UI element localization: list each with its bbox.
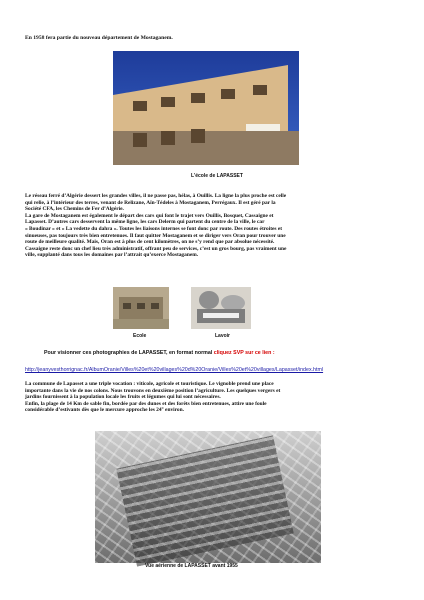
paragraph-line: La commune de Lapasset a une triple vocation : viticole, agricole et touristique. Le vignoble prend une place bbox=[25, 381, 274, 387]
paragraph-line: Le réseau ferré d’Algérie dessert les grandes villes, il ne passe pas, hélas, à Ouillis. La ligne la plus proche est celle bbox=[25, 193, 287, 199]
paragraph-line: Société CFA, les Chemins de Fer d’Algérie. bbox=[25, 206, 124, 213]
hd-notice bbox=[44, 350, 275, 356]
school-photo-caption: L'école de LAPASSET bbox=[191, 173, 243, 179]
paragraph-line: importante dans la vie de nos colons. Nous trouvons en deuxième position l’agriculture. Les quelques vergers et bbox=[25, 387, 281, 394]
ecole-photo bbox=[113, 287, 169, 329]
hd-notice-cta: cliquez SVP sur ce lien : bbox=[213, 350, 275, 356]
aerial-photo bbox=[95, 431, 321, 563]
album-link[interactable]: http://jeanyvesthorrignac.fr/AlbumOranie/Villes%20et%20villages%20d%20Oranie/Villes%20et%20villages/Lapasset/index.html bbox=[25, 367, 324, 373]
hd-notice-text: Pour visionner ces photographies de LAPASSET, en format normal bbox=[44, 350, 213, 356]
paragraph-line: considérable d’estivants dès que le mercure approche les 24° environ. bbox=[25, 407, 184, 414]
intro-text: En 1958 fera partie du nouveau département de Mostaganem. bbox=[25, 35, 173, 41]
paragraph-line: ville, supplanté dans tous les domaines par l’attrait qu’exerce Mostaganem. bbox=[25, 252, 199, 259]
paragraph-line: jardins fournissent à la population locale les fruits et légumes qui lui sont nécessaires. bbox=[25, 394, 221, 401]
aerial-photo-caption: Vue aérienne de LAPASSET avant 1955 bbox=[145, 563, 238, 569]
school-photo bbox=[113, 51, 299, 165]
paragraph-vocation bbox=[25, 381, 403, 414]
lavoir-photo bbox=[191, 287, 251, 329]
paragraph-line: La gare de Mostaganem est également le départ des cars qui font le trajet vers Ouillis, Bosquet, Cassaigne et bbox=[25, 212, 274, 219]
paragraph-line: Enfin, la plage de 14 Km de sable fin, bordée par des dunes et des forêts bien entretenues, attire une foule bbox=[25, 400, 267, 407]
paragraph-line: route de meilleure qualité. Mais, Oran est à plus de cent kilomètres, on ne s’y rend que par absolue nécessité. bbox=[25, 239, 275, 246]
paragraph-line: Lapasset. D’autres cars desservent la même ligne, les cars Delerm qui partent du centre de la ville, le car bbox=[25, 219, 265, 226]
paragraph-transport bbox=[25, 193, 403, 259]
ecole-caption: Ecole bbox=[133, 333, 147, 339]
paragraph-line: sinueuses, pas toujours très bien entretenues. Il faut quitter Mostaganem et se diriger vers Oran pour trouver une bbox=[25, 232, 286, 239]
paragraph-line: qui relie, à l’intérieur des terres, venant de Relizane, Aïn-Tédeles à Mostaganem, Perrégaux. Il est géré par la bbox=[25, 199, 276, 206]
lavoir-caption: Lavoir bbox=[215, 333, 231, 339]
paragraph-line: « Boudinar » et « La vedette du dahra ». Toutes les liaisons internes se font donc par route. Des routes étroites et bbox=[25, 225, 283, 232]
paragraph-line: Cassaigne reste donc un chef lieu très administratif, offrant peu de services, c’est un gros bourg, pas vraiment une bbox=[25, 245, 287, 252]
